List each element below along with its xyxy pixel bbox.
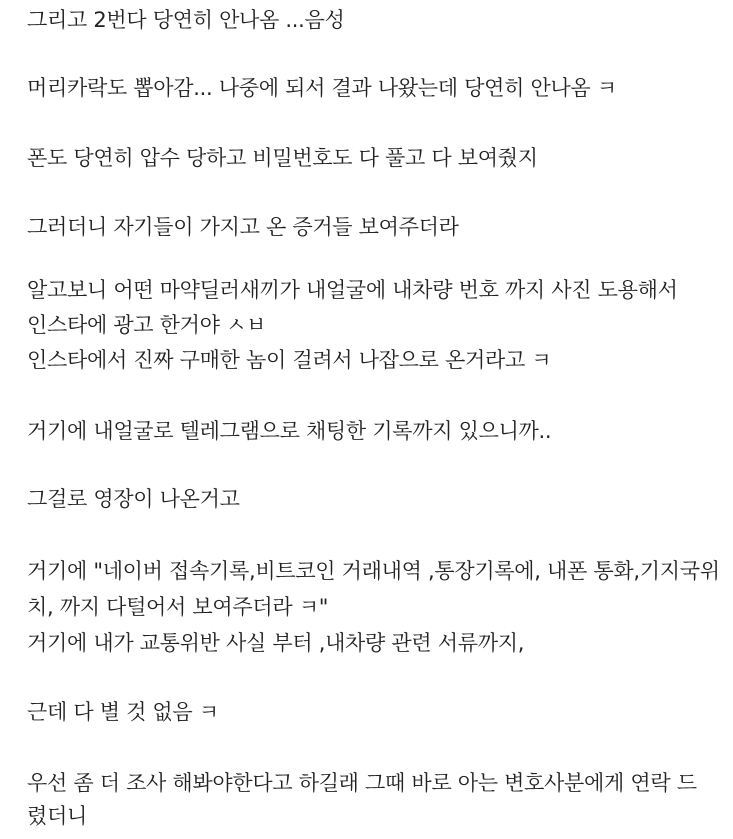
text-line: 머리카락도 뽑아감... 나중에 되서 결과 나왔는데 당연히 안나옴 ㅋ bbox=[27, 76, 617, 100]
text-line: 그러더니 자기들이 가지고 온 증거들 보여주더라 bbox=[27, 215, 459, 239]
text-line: 폰도 당연히 압수 당하고 비밀번호도 다 풀고 다 보여줬지 bbox=[27, 146, 538, 170]
text-line: 그걸로 영장이 나온거고 bbox=[27, 487, 240, 511]
text-line: 거기에 "네이버 접속기록,비트코인 거래내역 ,통장기록에, 내폰 통화,기지국위 bbox=[27, 559, 720, 583]
text-line: 알고보니 어떤 마약딜러새끼가 내얼굴에 내차량 번호 까지 사진 도용해서 bbox=[27, 278, 678, 302]
text-line: 근데 다 별 것 없음 ㅋ bbox=[27, 700, 219, 724]
text-line: 치, 까지 다털어서 보여주더라 ㅋ" bbox=[27, 595, 329, 619]
text-line: 거기에 내가 교통위반 사실 부터 ,내차량 관련 서류까지, bbox=[27, 631, 525, 655]
text-line: 거기에 내얼굴로 텔레그램으로 채팅한 기록까지 있으니까.. bbox=[27, 419, 552, 443]
text-line: 렸더니 bbox=[27, 804, 87, 828]
text-line: 우선 좀 더 조사 해봐야한다고 하길래 그때 바로 아는 변호사분에게 연락 드 bbox=[27, 771, 697, 795]
text-line: 그리고 2번다 당연히 안나옴 ...음성 bbox=[27, 8, 345, 32]
text-line: 인스타에서 진짜 구매한 놈이 걸려서 나잡으로 온거라고 ㅋ bbox=[27, 348, 552, 372]
text-line: 인스타에 광고 한거야 ㅅㅂ bbox=[27, 313, 266, 337]
